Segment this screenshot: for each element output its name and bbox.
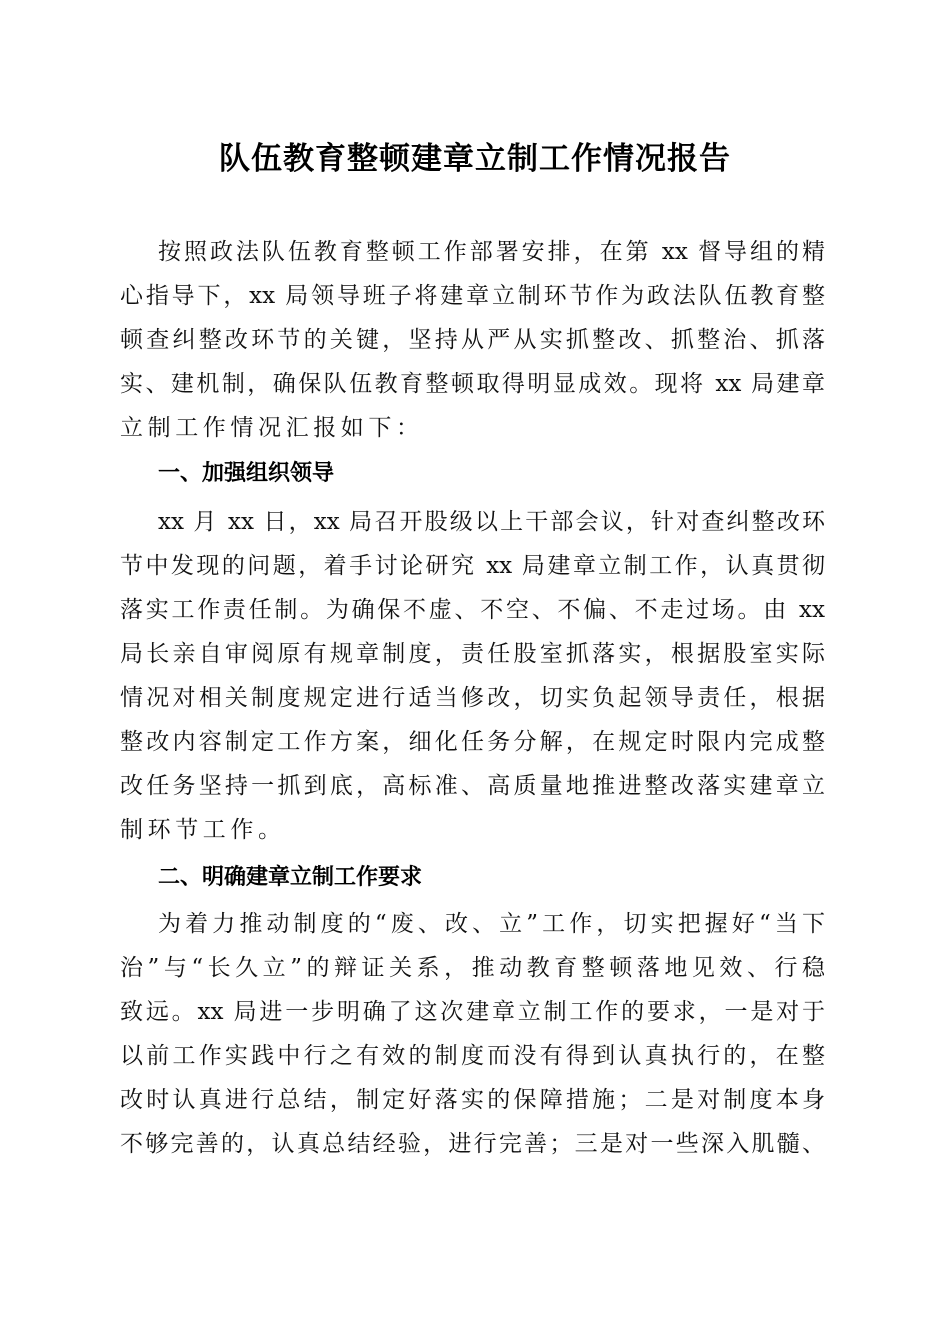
paragraph-line: xx 月 xx 日，xx 局召开股级以上干部会议，针对查纠整改环 [158,509,825,535]
paragraph-line: 制环节工作。 [120,817,286,843]
paragraph-line: 不够完善的，认真总结经验，进行完善；三是对一些深入肌髓、 [120,1131,825,1157]
paragraph-line: 立制工作情况汇报如下： [120,415,424,441]
paragraph-line: 局长亲自审阅原有规章制度，责任股室抓落实，根据股室实际 [120,641,825,667]
paragraph-line: 治”与“长久立”的辩证关系，推动教育整顿落地见效、行稳 [120,955,825,981]
section-heading-2: 二、明确建章立制工作要求 [158,865,423,890]
section-heading-1: 一、加强组织领导 [158,461,335,486]
paragraph-line: 顿查纠整改环节的关键，坚持从严从实抓整改、抓整治、抓落 [120,327,825,353]
paragraph-line: 改时认真进行总结，制定好落实的保障措施；二是对制度本身 [120,1087,825,1113]
paragraph-line: 心指导下，xx 局领导班子将建章立制环节作为政法队伍教育整 [120,283,825,309]
paragraph-line: 落实工作责任制。为确保不虚、不空、不偏、不走过场。由 xx [120,597,825,623]
paragraph-line: 按照政法队伍教育整顿工作部署安排，在第 xx 督导组的精 [158,239,825,265]
paragraph-line: 致远。xx 局进一步明确了这次建章立制工作的要求，一是对于 [120,999,825,1025]
paragraph-line: 改任务坚持一抓到底，高标准、高质量地推进整改落实建章立 [120,773,825,799]
paragraph-line: 整改内容制定工作方案，细化任务分解，在规定时限内完成整 [120,729,825,755]
paragraph-line: 为着力推动制度的“废、改、立”工作，切实把握好“当下 [158,911,825,937]
paragraph-line: 实、建机制，确保队伍教育整顿取得明显成效。现将 xx 局建章 [120,371,825,397]
paragraph-line: 情况对相关制度规定进行适当修改，切实负起领导责任，根据 [120,685,825,711]
document-title: 队伍教育整顿建章立制工作情况报告 [219,141,731,177]
paragraph-line: 以前工作实践中行之有效的制度而没有得到认真执行的，在整 [120,1043,825,1069]
paragraph-line: 节中发现的问题，着手讨论研究 xx 局建章立制工作，认真贯彻 [120,553,825,579]
